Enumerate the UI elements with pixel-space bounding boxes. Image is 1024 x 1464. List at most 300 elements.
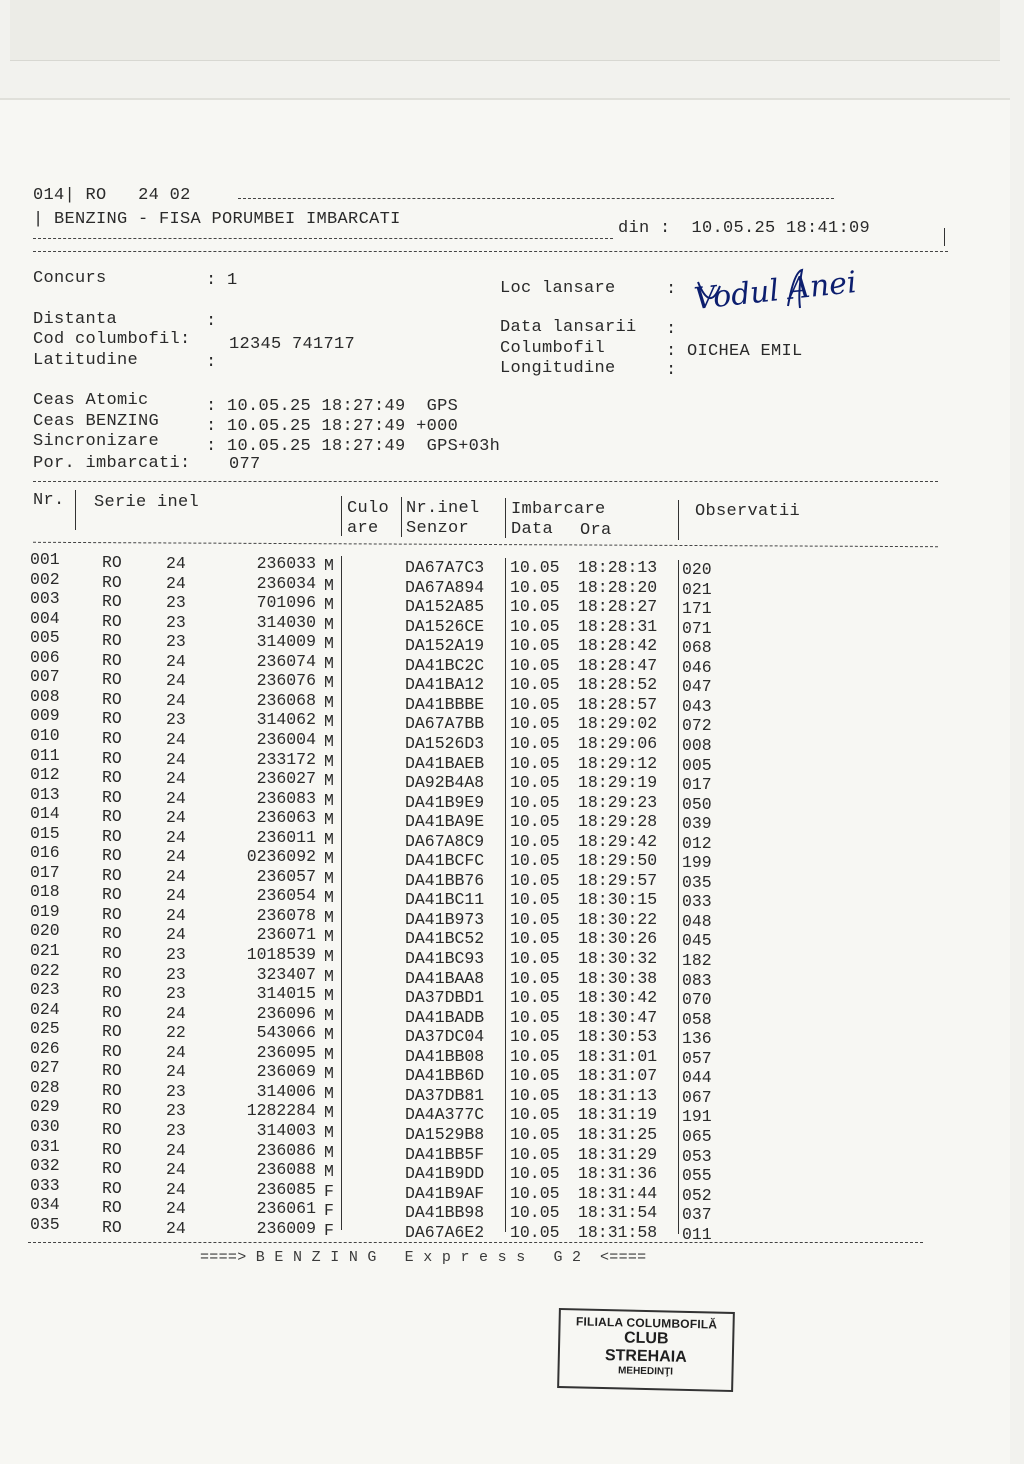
row-sensor: DA41BC11 (405, 890, 485, 910)
row-serial: 236004 (256, 729, 316, 749)
row-year: 24 (166, 749, 186, 769)
header-country: RO (85, 186, 107, 205)
row-serial: 236071 (256, 925, 316, 945)
row-year: 23 (166, 593, 186, 613)
row-date: 10.05 (510, 1007, 560, 1027)
longitudine-value: : (666, 361, 688, 380)
row-observatii: 048 (682, 911, 712, 931)
stamp-line-1: FILIALA COLUMBOFILĂ (575, 1314, 718, 1332)
body-sep-time (678, 560, 679, 1234)
row-serial: 314003 (256, 1120, 316, 1140)
row-time: 18:28:13 (578, 558, 658, 577)
col-data: Data (511, 520, 554, 539)
row-number: 010 (30, 725, 60, 745)
row-country: RO (102, 1002, 122, 1022)
row-time: 18:29:57 (578, 870, 658, 890)
row-date: 10.05 (510, 1183, 560, 1203)
row-sex: M (324, 966, 334, 986)
row-number: 019 (30, 901, 60, 921)
row-observatii: 053 (682, 1146, 712, 1166)
col-observatii: Observatii (695, 502, 801, 521)
data-lansarii-label: Data lansarii (500, 318, 637, 337)
loc-lansare-value: Vodul Anei (692, 265, 859, 317)
row-time: 18:28:52 (578, 675, 658, 695)
row-time: 18:28:20 (578, 577, 658, 597)
row-number: 018 (30, 882, 60, 902)
row-country: RO (102, 983, 122, 1003)
row-number: 032 (30, 1156, 60, 1176)
row-sensor: DA152A85 (405, 597, 485, 617)
row-observatii: 043 (682, 696, 712, 716)
header-code: 24 02 (138, 186, 191, 205)
row-sensor: DA37DB81 (405, 1085, 485, 1105)
col-nrinel-2: Senzor (406, 519, 470, 538)
row-observatii: 083 (682, 970, 712, 990)
row-sensor: DA152A19 (405, 636, 485, 656)
row-country: RO (102, 1159, 122, 1179)
row-time: 18:29:23 (578, 792, 658, 812)
col-imbarcare: Imbarcare (511, 500, 606, 519)
row-time: 18:30:38 (578, 968, 658, 988)
row-observatii: 035 (682, 872, 712, 892)
stamp-line-3: STREHAIA (604, 1347, 687, 1366)
row-date: 10.05 (510, 733, 560, 753)
row-sensor: DA37DBD1 (405, 988, 485, 1008)
row-time: 18:30:15 (578, 890, 658, 910)
col-culoare-2: are (347, 519, 379, 538)
row-serial: 236061 (256, 1199, 316, 1219)
row-year: 24 (166, 729, 186, 749)
row-country: RO (102, 904, 122, 924)
row-number: 004 (30, 608, 60, 628)
row-country: RO (102, 728, 122, 748)
row-time: 18:31:07 (578, 1066, 658, 1086)
row-time: 18:30:32 (578, 949, 658, 968)
row-date: 10.05 (510, 773, 560, 793)
row-observatii: 052 (682, 1185, 712, 1205)
row-date: 10.05 (510, 558, 560, 577)
row-date: 10.05 (510, 851, 560, 871)
row-sex: M (324, 731, 334, 751)
row-country: RO (102, 689, 122, 709)
row-sensor: DA41BC2C (405, 655, 485, 675)
row-observatii: 012 (682, 833, 712, 853)
row-number: 002 (30, 569, 60, 589)
row-country: RO (102, 572, 122, 592)
row-sensor: DA37DC04 (405, 1027, 485, 1047)
row-year: 24 (166, 1062, 186, 1082)
row-year: 24 (166, 690, 186, 710)
row-year: 24 (166, 905, 186, 925)
latitudine-value: : (206, 353, 228, 372)
row-serial: 314015 (256, 984, 316, 1004)
row-year: 24 (166, 1140, 186, 1160)
row-country: RO (102, 963, 122, 983)
columbofil-name: OICHEA EMIL (687, 342, 803, 361)
club-stamp (557, 1308, 735, 1392)
distanta-label: Distanta (33, 310, 118, 329)
row-serial: 314030 (256, 612, 316, 632)
sincronizare-time: 10.05.25 18:27:49 (227, 437, 406, 456)
row-date: 10.05 (510, 655, 560, 675)
header-right-bar (944, 228, 945, 246)
row-serial: 236096 (256, 1003, 316, 1023)
row-sex: M (324, 1162, 334, 1182)
row-sensor: DA1526D3 (405, 733, 485, 753)
row-number: 035 (30, 1214, 60, 1234)
row-time: 18:31:29 (578, 1144, 658, 1164)
row-time: 18:31:54 (578, 1203, 658, 1223)
row-observatii: 005 (682, 755, 712, 775)
row-sensor: DA41BA12 (405, 675, 485, 695)
row-sensor: DA41BC93 (405, 949, 485, 968)
row-observatii: 057 (682, 1048, 712, 1068)
row-observatii: 071 (682, 618, 712, 638)
row-observatii: 033 (682, 892, 712, 912)
row-serial: 236085 (256, 1179, 316, 1199)
row-time: 18:29:28 (578, 812, 658, 832)
row-number: 006 (30, 647, 60, 667)
row-date: 10.05 (510, 636, 560, 656)
row-sensor: DA41B9DD (405, 1164, 485, 1184)
row-sensor: DA41BBBE (405, 694, 485, 714)
row-sex: M (324, 1044, 334, 1064)
print-date (618, 219, 870, 238)
row-sex: M (324, 692, 334, 712)
row-time: 18:29:50 (578, 851, 658, 871)
row-observatii: 021 (682, 579, 712, 599)
row-sex: M (324, 927, 334, 947)
row-date: 10.05 (510, 929, 560, 949)
footer-benzing-express: ====> B E N Z I N G E x p r e s s G 2 <==== (200, 1249, 647, 1266)
row-observatii: 039 (682, 814, 712, 834)
sincronizare-suffix: GPS+03h (426, 437, 501, 456)
row-year: 23 (166, 1081, 186, 1101)
ceas-benzing-label: Ceas BENZING (33, 412, 160, 431)
row-year: 24 (166, 1199, 186, 1219)
por-imbarcati-label: Por. imbarcati: (33, 454, 191, 473)
row-year: 24 (166, 827, 186, 847)
row-year: 24 (166, 651, 186, 671)
row-sex: M (324, 712, 334, 732)
row-serial: 236027 (256, 769, 316, 789)
columbofil-value: : OICHEA EMIL (666, 342, 803, 361)
row-sex: M (324, 1142, 334, 1162)
row-sensor: DA41BB98 (405, 1203, 485, 1223)
header-rule-1 (238, 198, 834, 199)
row-sensor: DA41BC52 (405, 929, 485, 949)
row-number: 012 (30, 765, 60, 785)
row-sensor: DA41B9AF (405, 1183, 485, 1203)
row-country: RO (102, 709, 122, 729)
row-sensor: DA92B4A8 (405, 773, 485, 793)
din-value: 10.05.25 18:41:09 (691, 219, 871, 238)
row-country: RO (102, 1217, 122, 1237)
row-serial: 1282284 (246, 1101, 316, 1121)
back-sheet (10, 0, 1000, 61)
row-year: 24 (166, 671, 186, 691)
row-observatii: 050 (682, 794, 712, 814)
row-serial: 1018539 (246, 945, 316, 964)
row-date: 10.05 (510, 812, 560, 832)
row-country: RO (102, 885, 122, 905)
row-date: 10.05 (510, 597, 560, 617)
row-year: 23 (166, 964, 186, 984)
row-sex: M (324, 829, 334, 849)
row-sex: M (324, 575, 334, 595)
row-country: RO (102, 1061, 122, 1081)
row-time: 18:30:53 (578, 1027, 658, 1047)
col-sep-2 (341, 496, 342, 536)
row-year: 24 (166, 573, 186, 593)
row-date: 10.05 (510, 890, 560, 910)
row-date: 10.05 (510, 675, 560, 695)
row-date: 10.05 (510, 870, 560, 890)
row-date: 10.05 (510, 753, 560, 773)
ceas-atomic-time: 10.05.25 18:27:49 (227, 397, 406, 416)
row-date: 10.05 (510, 1124, 560, 1144)
row-date: 10.05 (510, 616, 560, 636)
row-serial: 236088 (256, 1160, 316, 1180)
row-sensor: DA41BADB (405, 1007, 485, 1027)
row-number: 020 (30, 921, 60, 941)
row-sensor: DA41BB76 (405, 870, 485, 890)
row-observatii: 068 (682, 638, 712, 658)
row-year: 24 (166, 769, 186, 789)
row-number: 025 (30, 1019, 60, 1039)
row-year: 24 (166, 1042, 186, 1062)
ceas-atomic-suffix: GPS (426, 397, 459, 416)
loc-lansare-handwriting (690, 262, 880, 324)
row-sex: M (324, 947, 334, 966)
row-observatii: 020 (682, 560, 712, 579)
columbofil-label: Columbofil (500, 339, 606, 358)
row-date: 10.05 (510, 1222, 560, 1242)
body-sep-sensor (505, 558, 506, 1232)
stamp-line-4: MEHEDINŢI (617, 1365, 674, 1378)
row-date: 10.05 (510, 968, 560, 988)
row-sex: M (324, 595, 334, 615)
row-time: 18:30:47 (578, 1007, 658, 1027)
table-rule-bottom (28, 1242, 923, 1243)
row-sex: M (324, 907, 334, 927)
row-date: 10.05 (510, 792, 560, 812)
row-serial: 543066 (256, 1023, 316, 1043)
row-time: 18:31:44 (578, 1183, 658, 1203)
row-country: RO (102, 1139, 122, 1159)
row-number: 016 (30, 843, 60, 863)
row-year: 23 (166, 1120, 186, 1140)
row-number: 027 (30, 1058, 60, 1078)
row-year: 24 (166, 1003, 186, 1023)
concurs-number: 1 (227, 271, 238, 290)
row-sex: M (324, 1064, 334, 1084)
row-sensor: DA67A7C3 (405, 558, 485, 577)
row-sensor: DA1529B8 (405, 1124, 485, 1144)
loc-lansare-label: Loc lansare (500, 279, 616, 298)
row-sex: M (324, 1083, 334, 1103)
row-serial: 236057 (256, 866, 316, 886)
row-sensor: DA67A894 (405, 577, 485, 597)
row-observatii: 045 (682, 931, 712, 951)
row-time: 18:28:27 (578, 597, 658, 617)
row-observatii: 072 (682, 716, 712, 736)
row-number: 013 (30, 784, 60, 804)
row-number: 022 (30, 960, 60, 980)
row-date: 10.05 (510, 1085, 560, 1105)
row-time: 18:29:12 (578, 753, 658, 773)
row-number: 026 (30, 1038, 60, 1058)
row-sex: M (324, 1025, 334, 1045)
row-country: RO (102, 787, 122, 807)
row-number: 034 (30, 1195, 60, 1215)
row-number: 007 (30, 667, 60, 687)
row-date: 10.05 (510, 1164, 560, 1184)
table-row (30, 1214, 730, 1244)
row-time: 18:29:06 (578, 733, 658, 753)
row-sex: M (324, 849, 334, 869)
loc-lansare-colon: : (666, 280, 677, 299)
row-year: 24 (166, 925, 186, 945)
row-country: RO (102, 768, 122, 788)
row-date: 10.05 (510, 1027, 560, 1047)
row-date: 10.05 (510, 909, 560, 929)
row-country: RO (102, 670, 122, 690)
col-ora: Ora (580, 521, 612, 540)
row-number: 015 (30, 823, 60, 843)
row-serial: 314006 (256, 1081, 316, 1101)
sincronizare-value: : 10.05.25 18:27:49 GPS+03h (206, 437, 501, 456)
row-time: 18:31:13 (578, 1085, 658, 1105)
row-date: 10.05 (510, 577, 560, 597)
row-number: 028 (30, 1077, 60, 1097)
row-serial: 236083 (256, 788, 316, 808)
row-serial: 323407 (256, 964, 316, 984)
row-observatii: 011 (682, 1224, 712, 1244)
row-number: 033 (30, 1175, 60, 1195)
cod-value: 12345 741717 (229, 335, 356, 354)
col-culoare-1: Culo (347, 499, 390, 518)
row-serial: 314009 (256, 632, 316, 652)
row-number: 011 (30, 745, 60, 765)
row-observatii: 067 (682, 1087, 712, 1107)
row-observatii: 070 (682, 990, 712, 1010)
header-rule-2a (33, 238, 613, 239)
row-observatii: 044 (682, 1068, 712, 1088)
row-number: 014 (30, 804, 60, 824)
row-number: 024 (30, 999, 60, 1019)
row-observatii: 191 (682, 1107, 712, 1127)
row-observatii: 046 (682, 657, 712, 677)
row-sex: M (324, 790, 334, 810)
col-sep-1 (75, 490, 76, 530)
row-country: RO (102, 650, 122, 670)
row-sensor: DA41BA9E (405, 812, 485, 832)
row-country: RO (102, 865, 122, 885)
row-time: 18:31:36 (578, 1164, 658, 1184)
row-sensor: DA41BAA8 (405, 968, 485, 988)
longitudine-label: Longitudine (500, 359, 616, 378)
row-sex: M (324, 634, 334, 654)
row-serial: 314062 (256, 710, 316, 730)
row-sex: M (324, 1122, 334, 1142)
row-date: 10.05 (510, 831, 560, 851)
row-time: 18:29:42 (578, 831, 658, 851)
din-label: din : (618, 219, 671, 238)
row-sensor: DA41BB6D (405, 1066, 485, 1086)
table-rule-top (33, 481, 938, 482)
row-sensor: DA67A7BB (405, 714, 485, 734)
row-country: RO (102, 611, 122, 631)
row-observatii: 182 (682, 951, 712, 970)
row-year: 23 (166, 1101, 186, 1121)
row-date: 10.05 (510, 694, 560, 714)
row-date: 10.05 (510, 1203, 560, 1223)
row-sensor: DA67A6E2 (405, 1222, 485, 1242)
cod-label: Cod columbofil: (33, 330, 191, 349)
row-time: 18:28:57 (578, 694, 658, 714)
row-serial: 236078 (256, 905, 316, 925)
row-year: 23 (166, 984, 186, 1004)
header-rule-2 (33, 251, 948, 252)
row-country: RO (102, 924, 122, 944)
row-sex: F (324, 1220, 334, 1240)
row-country: RO (102, 1178, 122, 1198)
col-nr: Nr. (33, 491, 65, 510)
row-number: 005 (30, 628, 60, 648)
row-date: 10.05 (510, 714, 560, 734)
row-serial: 236034 (256, 573, 316, 593)
row-date: 10.05 (510, 1066, 560, 1086)
row-time: 18:29:02 (578, 714, 658, 734)
col-sep-5 (678, 500, 679, 540)
row-number: 023 (30, 980, 60, 1000)
row-year: 24 (166, 1179, 186, 1199)
row-year: 24 (166, 1218, 186, 1238)
ceas-benzing-time: 10.05.25 18:27:49 (227, 417, 406, 436)
row-sex: F (324, 1181, 334, 1201)
row-country: RO (102, 592, 122, 612)
row-country: RO (102, 631, 122, 651)
row-serial: 236068 (256, 690, 316, 710)
row-serial: 236086 (256, 1140, 316, 1160)
row-sex: M (324, 653, 334, 673)
row-sensor: DA41B973 (405, 909, 485, 929)
row-number: 017 (30, 862, 60, 882)
row-observatii: 065 (682, 1126, 712, 1146)
row-date: 10.05 (510, 1046, 560, 1066)
row-serial: 0236092 (246, 847, 316, 867)
concurs-label: Concurs (33, 269, 107, 288)
row-serial: 236076 (256, 671, 316, 691)
row-sensor: DA41BB08 (405, 1046, 485, 1066)
ceas-benzing-value: : 10.05.25 18:27:49 +000 (206, 417, 459, 436)
latitudine-label: Latitudine (33, 351, 139, 370)
row-number: 021 (30, 941, 60, 960)
row-year: 22 (166, 1023, 186, 1043)
row-country: RO (102, 846, 122, 866)
row-country: RO (102, 1041, 122, 1061)
row-time: 18:31:58 (578, 1222, 658, 1242)
row-observatii: 047 (682, 677, 712, 697)
row-year: 23 (166, 612, 186, 632)
por-imbarcati-value: 077 (229, 455, 261, 474)
row-time: 18:31:01 (578, 1046, 658, 1066)
row-observatii: 199 (682, 853, 712, 873)
row-serial: 236074 (256, 651, 316, 671)
row-year: 24 (166, 554, 186, 573)
row-number: 030 (30, 1116, 60, 1136)
